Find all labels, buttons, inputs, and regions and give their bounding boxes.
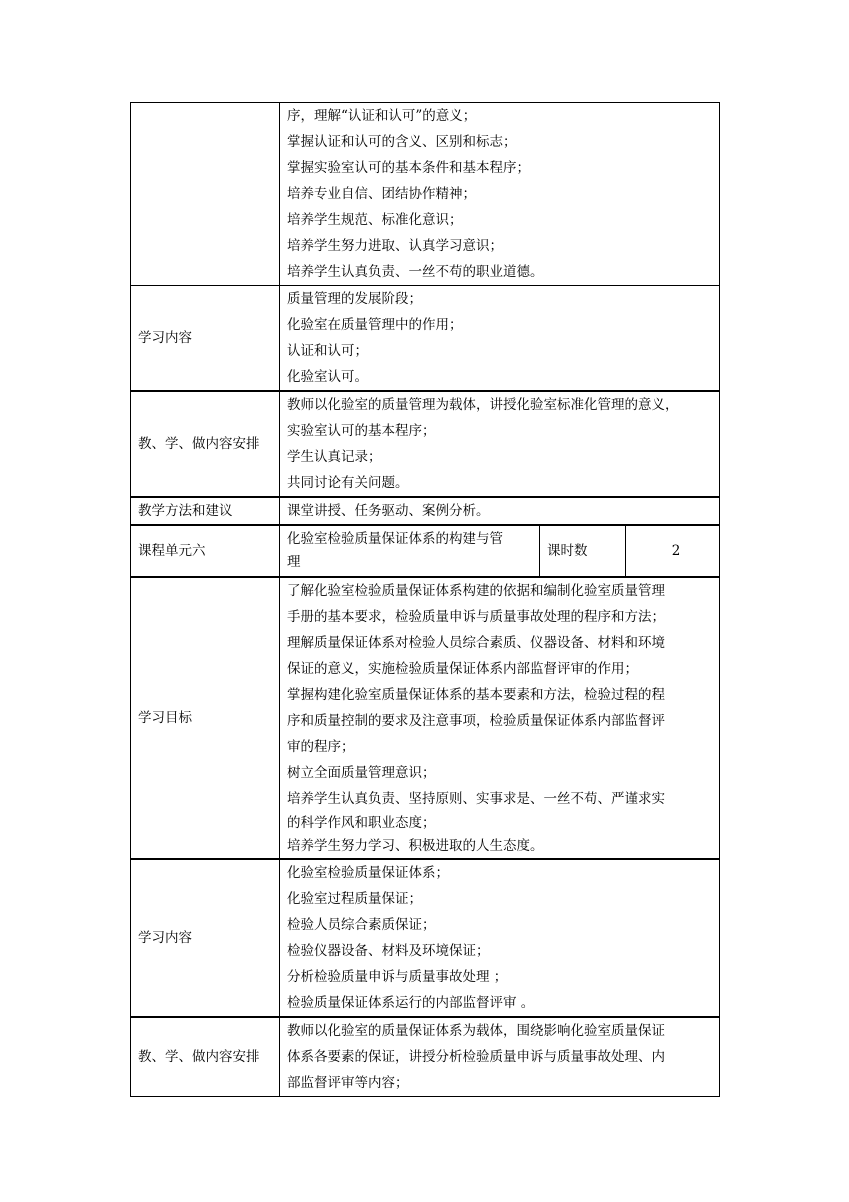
teaching-arrangement-row-2 xyxy=(131,1017,720,1097)
row-label: 课程单元六 xyxy=(131,525,280,577)
learning-content-row-2 xyxy=(131,859,720,1017)
row-label: 学习目标 xyxy=(131,577,280,859)
content-line: 化验室认可。 xyxy=(287,369,368,385)
content-line: 培养学生规范、标准化意识； xyxy=(287,212,463,228)
teaching-arrangement-cell xyxy=(280,391,720,497)
content-line: 培养学生认真负责、坚持原则、实事求是、一丝不苟、严谨求实 xyxy=(287,791,665,807)
unit-title-line: 理 xyxy=(287,554,301,570)
unit-title-line: 化验室检验质量保证体系的构建与管 xyxy=(287,531,503,547)
content-line: 检验人员综合素质保证； xyxy=(287,917,436,933)
content-line: 序，理解“认证和认可”的意义； xyxy=(287,108,477,124)
teaching-methods-cell xyxy=(280,497,720,525)
content-line: 化验室过程质量保证； xyxy=(287,891,422,907)
content-line: 掌握实验室认可的基本条件和基本程序； xyxy=(287,160,530,176)
learning-content-cell xyxy=(280,286,720,392)
hours-value-cell: 2 xyxy=(626,525,720,577)
content-line: 手册的基本要求，检验质量申诉与质量事故处理的程序和方法； xyxy=(287,609,665,625)
row-label: 学习内容 xyxy=(131,286,280,392)
learning-content-row xyxy=(131,286,720,392)
content-line: 教师以化验室的质量保证体系为载体，围绕影响化验室质量保证 xyxy=(287,1023,665,1039)
row-label: 学习内容 xyxy=(131,859,280,1017)
teaching-arrangement-row xyxy=(131,391,720,497)
content-line: 化验室在质量管理中的作用； xyxy=(287,317,463,333)
content-line: 培养学生努力进取、认真学习意识； xyxy=(287,238,503,254)
content-line: 审的程序； xyxy=(287,739,355,755)
content-line: 的科学作风和职业态度； xyxy=(287,815,436,831)
content-line: 培养学生努力学习、积极进取的人生态度。 xyxy=(287,838,544,854)
content-line: 质量管理的发展阶段； xyxy=(287,291,422,307)
content-line: 教师以化验室的质量管理为载体，讲授化验室标准化管理的意义， xyxy=(287,397,679,413)
content-line: 分析检验质量申诉与质量事故处理 ； xyxy=(287,969,508,985)
row-label: 教、学、做内容安排 xyxy=(131,1017,280,1097)
content-line: 检验质量保证体系运行的内部监督评审 。 xyxy=(287,995,535,1011)
learning-objectives-cell xyxy=(280,577,720,859)
content-line: 课堂讲授、任务驱动、案例分析。 xyxy=(287,503,490,519)
objectives-continued-cell xyxy=(280,103,720,286)
objectives-continued-row xyxy=(131,103,720,286)
course-table xyxy=(130,102,720,1097)
content-line: 掌握认证和认可的含义、区别和标志； xyxy=(287,134,517,150)
hours-label-cell: 课时数 xyxy=(540,525,626,577)
content-line: 学生认真记录； xyxy=(287,449,382,465)
learning-content-cell-2 xyxy=(280,859,720,1017)
content-line: 部监督评审等内容； xyxy=(287,1075,409,1091)
content-line: 保证的意义，实施检验质量保证体系内部监督评审的作用； xyxy=(287,661,638,677)
content-line: 培养学生认真负责、一丝不苟的职业道德。 xyxy=(287,264,544,280)
content-line: 体系各要素的保证，讲授分析检验质量申诉与质量事故处理、内 xyxy=(287,1049,665,1065)
content-line: 培养专业自信、团结协作精神； xyxy=(287,186,476,202)
unit-title-cell xyxy=(280,525,540,577)
content-line: 掌握构建化验室质量保证体系的基本要素和方法，检验过程的程 xyxy=(287,687,665,703)
content-line: 理解质量保证体系对检验人员综合素质、仪器设备、材料和环境 xyxy=(287,635,665,651)
course-unit-row xyxy=(131,525,720,577)
content-line: 了解化验室检验质量保证体系构建的依据和编制化验室质量管理 xyxy=(287,583,665,599)
content-line: 序和质量控制的要求及注意事项，检验质量保证体系内部监督评 xyxy=(287,713,665,729)
content-line: 检验仪器设备、材料及环境保证； xyxy=(287,943,490,959)
teaching-methods-row xyxy=(131,497,720,525)
content-line: 共同讨论有关问题。 xyxy=(287,475,409,491)
content-line: 实验室认可的基本程序； xyxy=(287,423,436,439)
teaching-arrangement-cell-2 xyxy=(280,1017,720,1097)
row-label: 教学方法和建议 xyxy=(131,497,280,525)
content-line: 树立全面质量管理意识； xyxy=(287,765,436,781)
content-line: 化验室检验质量保证体系； xyxy=(287,865,449,881)
content-line: 认证和认可； xyxy=(287,343,368,359)
row-label xyxy=(131,103,280,286)
row-label: 教、学、做内容安排 xyxy=(131,391,280,497)
learning-objectives-row xyxy=(131,577,720,859)
